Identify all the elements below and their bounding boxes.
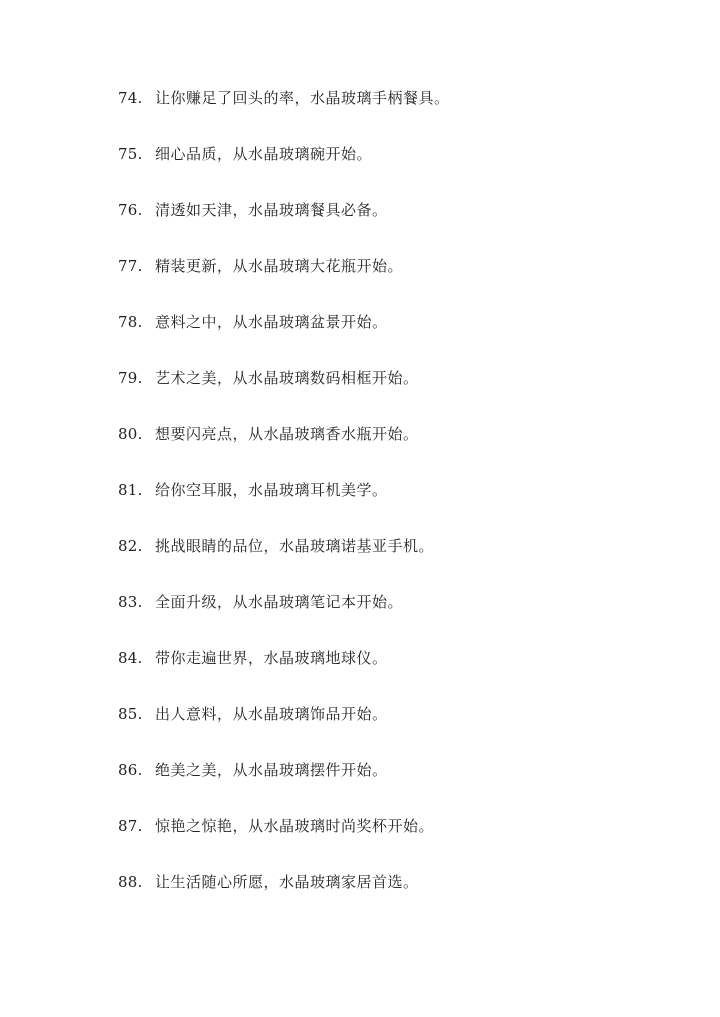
- list-item: [118, 420, 450, 476]
- item-number: 80.: [118, 425, 143, 443]
- item-text: 出人意料，从水晶玻璃饰品开始。: [155, 705, 388, 723]
- item-text: 带你走遍世界，水晶玻璃地球仪。: [155, 649, 388, 667]
- list-item: [118, 644, 450, 700]
- item-text: 绝美之美，从水晶玻璃摆件开始。: [155, 761, 388, 779]
- item-number: 78.: [118, 313, 143, 331]
- item-number: 85.: [118, 705, 143, 723]
- item-text: 想要闪亮点，从水晶玻璃香水瓶开始。: [155, 425, 419, 443]
- item-number: 76.: [118, 201, 143, 219]
- item-number: 77.: [118, 257, 143, 275]
- list-item: [118, 252, 450, 308]
- item-number: 83.: [118, 593, 143, 611]
- item-text: 让你赚足了回头的率，水晶玻璃手柄餐具。: [155, 89, 450, 107]
- item-text: 精装更新，从水晶玻璃大花瓶开始。: [155, 257, 404, 275]
- item-text: 让生活随心所愿，水晶玻璃家居首选。: [155, 873, 419, 891]
- list-item: [118, 868, 450, 924]
- item-text: 惊艳之惊艳，从水晶玻璃时尚奖杯开始。: [155, 817, 435, 835]
- item-text: 意料之中，从水晶玻璃盆景开始。: [155, 313, 388, 331]
- item-text: 细心品质，从水晶玻璃碗开始。: [155, 145, 373, 163]
- list-item: [118, 588, 450, 644]
- item-text: 挑战眼睛的品位，水晶玻璃诺基亚手机。: [155, 537, 435, 555]
- item-number: 75.: [118, 145, 143, 163]
- item-number: 88.: [118, 873, 143, 891]
- item-number: 74.: [118, 89, 143, 107]
- list-item: [118, 308, 450, 364]
- list-item: [118, 756, 450, 812]
- slogan-list: [118, 84, 450, 924]
- list-item: [118, 812, 450, 868]
- list-item: [118, 84, 450, 140]
- item-number: 84.: [118, 649, 143, 667]
- item-text: 给你空耳服，水晶玻璃耳机美学。: [155, 481, 388, 499]
- item-text: 清透如天津，水晶玻璃餐具必备。: [155, 201, 388, 219]
- item-number: 86.: [118, 761, 143, 779]
- list-item: [118, 700, 450, 756]
- item-number: 87.: [118, 817, 143, 835]
- list-item: [118, 364, 450, 420]
- item-number: 82.: [118, 537, 143, 555]
- item-number: 79.: [118, 369, 143, 387]
- list-item: [118, 476, 450, 532]
- list-item: [118, 532, 450, 588]
- list-item: [118, 196, 450, 252]
- item-text: 艺术之美，从水晶玻璃数码相框开始。: [155, 369, 419, 387]
- item-number: 81.: [118, 481, 143, 499]
- list-item: [118, 140, 450, 196]
- item-text: 全面升级，从水晶玻璃笔记本开始。: [155, 593, 404, 611]
